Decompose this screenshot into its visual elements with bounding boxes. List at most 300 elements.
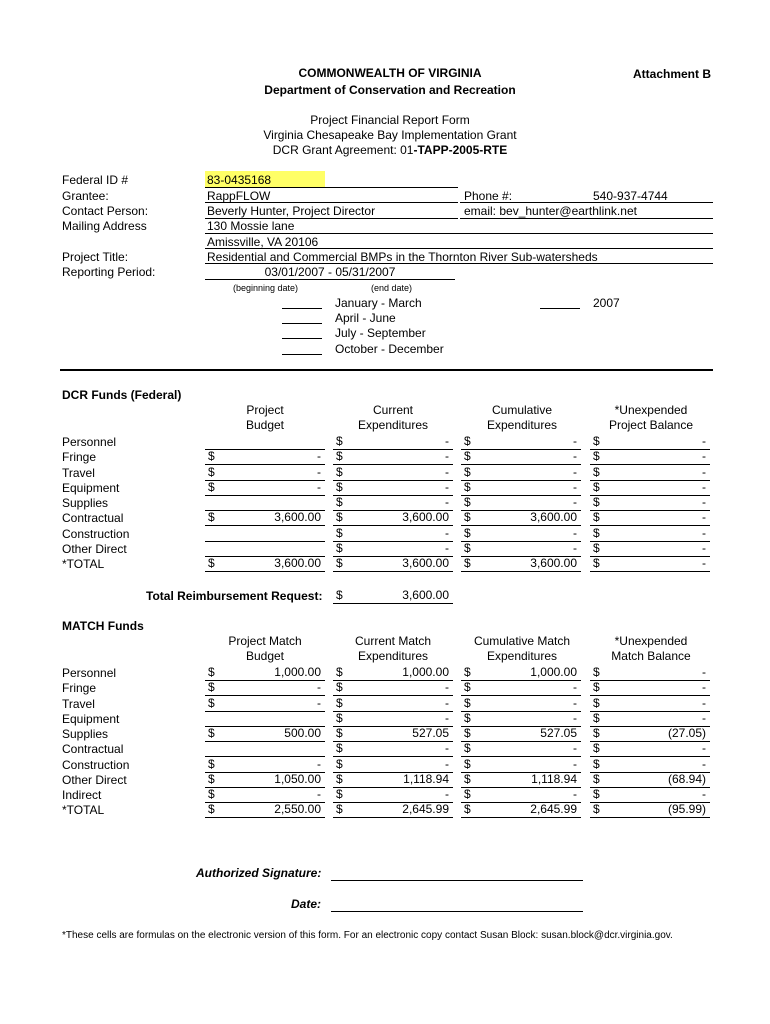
row-label: Supplies: [62, 727, 109, 741]
dcr-column-header: [323, 403, 463, 433]
row-label: Personnel: [62, 435, 117, 449]
currency-symbol: $: [336, 464, 343, 479]
department-name: Department of Conservation and Recreation: [264, 83, 516, 97]
currency-symbol: $: [593, 464, 600, 479]
amount-cell[interactable]: [333, 465, 453, 481]
amount-value: 527.05: [412, 726, 449, 740]
currency-symbol: $: [208, 787, 215, 801]
amount-cell[interactable]: [461, 526, 581, 542]
column-header-line: Current: [372, 403, 413, 417]
column-header-line: Project Match: [228, 634, 302, 648]
date-label: Date:: [291, 897, 322, 911]
reporting-period-label: Reporting Period:: [62, 265, 156, 279]
currency-symbol: $: [464, 434, 471, 448]
amount-value: -: [445, 525, 449, 540]
reimbursement-label: Total Reimbursement Request:: [146, 589, 323, 603]
currency-symbol: $: [336, 787, 343, 801]
currency-symbol: $: [464, 479, 471, 494]
amount-cell[interactable]: [333, 787, 453, 803]
currency-symbol: $: [336, 556, 343, 570]
grantee-label: Grantee:: [62, 189, 109, 203]
row-label: Other Direct: [62, 772, 127, 787]
amount-value: -: [573, 449, 577, 464]
amount-value: 2,645.99: [530, 802, 577, 817]
amount-value: 1,118.94: [531, 771, 577, 786]
currency-symbol: $: [464, 495, 471, 509]
amount-cell[interactable]: [205, 787, 325, 803]
amount-cell[interactable]: [333, 556, 453, 572]
amount-value: 3,600.00: [530, 556, 577, 570]
amount-value: -: [573, 741, 577, 756]
currency-symbol: $: [464, 726, 471, 740]
amount-value: 1,000.00: [402, 665, 449, 679]
amount-cell[interactable]: [590, 465, 710, 481]
amount-value: -: [317, 787, 321, 801]
amount-value: -: [573, 756, 577, 771]
currency-symbol: $: [336, 756, 343, 771]
amount-value: 2,645.99: [402, 802, 449, 817]
federal-id-label: Federal ID #: [62, 173, 129, 187]
amount-value: -: [702, 434, 706, 448]
amount-cell[interactable]: [461, 741, 581, 757]
amount-cell[interactable]: [205, 741, 325, 757]
amount-cell[interactable]: [461, 541, 581, 557]
row-label: Supplies: [62, 496, 109, 510]
amount-value: -: [317, 464, 321, 479]
amount-cell[interactable]: [333, 802, 453, 818]
amount-value: -: [573, 464, 577, 479]
grant-name: Virginia Chesapeake Bay Implementation Grant: [263, 128, 517, 142]
amount-value: 527.05: [540, 726, 577, 740]
amount-value: -: [573, 710, 577, 725]
amount-cell[interactable]: [590, 772, 710, 788]
project-title-label: Project Title:: [62, 250, 129, 264]
amount-value: -: [702, 449, 706, 464]
amount-cell[interactable]: [461, 480, 581, 496]
currency-symbol: $: [464, 802, 471, 817]
amount-cell[interactable]: [333, 449, 453, 465]
currency-symbol: $: [336, 510, 343, 525]
reimbursement-cell[interactable]: [333, 588, 453, 604]
amount-value: -: [702, 540, 706, 555]
currency-symbol: $: [208, 695, 215, 710]
amount-cell[interactable]: [590, 680, 710, 696]
currency-symbol: $: [464, 464, 471, 479]
row-label: Travel: [62, 465, 95, 480]
agreement-number: -TAPP-2005-RTE: [413, 143, 508, 157]
currency-symbol: $: [593, 479, 600, 494]
amount-cell[interactable]: [205, 802, 325, 818]
amount-value: -: [702, 741, 706, 756]
amount-cell[interactable]: [205, 434, 325, 450]
currency-symbol: $: [336, 525, 343, 540]
grant-agreement: [240, 143, 540, 157]
phone-label: Phone #:: [464, 189, 513, 203]
amount-value: -: [573, 540, 577, 555]
currency-symbol: $: [208, 665, 215, 679]
amount-cell[interactable]: [461, 495, 581, 511]
address-line1-field[interactable]: 130 Mossie lane: [207, 219, 295, 233]
amount-cell[interactable]: [461, 665, 581, 681]
match-column-header: [323, 634, 463, 664]
amount-value: (68.94): [667, 771, 706, 786]
amount-value: -: [702, 556, 706, 570]
currency-symbol: $: [336, 434, 343, 448]
amount-cell[interactable]: [333, 726, 453, 742]
currency-symbol: $: [208, 802, 215, 817]
amount-cell[interactable]: [590, 787, 710, 803]
dcr-section-title: DCR Funds (Federal): [62, 388, 182, 402]
amount-value: -: [317, 756, 321, 771]
amount-value: -: [317, 449, 321, 464]
currency-symbol: $: [336, 802, 343, 817]
amount-value: 1,000.00: [274, 665, 321, 679]
amount-cell[interactable]: [590, 556, 710, 572]
amount-cell[interactable]: [205, 556, 325, 572]
currency-symbol: $: [336, 540, 343, 555]
currency-symbol: $: [464, 771, 471, 786]
amount-cell[interactable]: [461, 465, 581, 481]
amount-cell[interactable]: [205, 711, 325, 727]
amount-value: (95.99): [667, 802, 706, 817]
quarter-jan-mar[interactable]: January - March: [335, 296, 422, 310]
quarter-apr-jun[interactable]: April - June: [335, 311, 396, 325]
row-label: *TOTAL: [62, 803, 105, 818]
amount-cell[interactable]: [333, 680, 453, 696]
currency-symbol: $: [336, 680, 343, 695]
amount-cell[interactable]: [333, 541, 453, 557]
amount-value: 3,600.00: [530, 510, 577, 525]
form-title: COMMONWEALTH OF VIRGINIA: [298, 66, 482, 80]
section-divider: [60, 369, 713, 371]
currency-symbol: $: [208, 479, 215, 494]
currency-symbol: $: [593, 556, 600, 570]
currency-symbol: $: [593, 726, 600, 740]
row-label: Construction: [62, 757, 130, 772]
column-header-line: Budget: [245, 649, 285, 663]
currency-symbol: $: [336, 495, 343, 509]
amount-cell[interactable]: [205, 465, 325, 481]
currency-symbol: $: [593, 510, 600, 525]
amount-value: -: [573, 680, 577, 695]
amount-value: -: [445, 449, 449, 464]
currency-symbol: $: [593, 787, 600, 801]
amount-cell[interactable]: [205, 757, 325, 773]
column-header-line: Project Balance: [608, 418, 694, 432]
dcr-column-header: [581, 403, 721, 433]
amount-cell[interactable]: [205, 510, 325, 526]
amount-cell[interactable]: [461, 757, 581, 773]
row-label: Contractual: [62, 511, 124, 526]
currency-symbol: $: [336, 771, 343, 786]
amount-cell[interactable]: [590, 696, 710, 712]
agreement-prefix: DCR Grant Agreement: 01: [272, 143, 414, 157]
amount-cell[interactable]: [461, 802, 581, 818]
amount-value: -: [445, 741, 449, 756]
amount-value: -: [702, 695, 706, 710]
currency-symbol: $: [593, 495, 600, 509]
amount-value: -: [702, 710, 706, 725]
amount-cell[interactable]: [205, 726, 325, 742]
currency-symbol: $: [464, 741, 471, 756]
amount-cell[interactable]: [590, 434, 710, 450]
dcr-column-header: [452, 403, 592, 433]
amount-value: -: [445, 540, 449, 555]
amount-value: -: [445, 680, 449, 695]
amount-value: 1,050.00: [274, 771, 321, 786]
amount-cell[interactable]: [590, 741, 710, 757]
mailing-label: Mailing Address: [62, 219, 147, 233]
currency-symbol: $: [593, 434, 600, 448]
amount-cell[interactable]: [205, 449, 325, 465]
amount-cell[interactable]: [333, 741, 453, 757]
amount-cell[interactable]: [205, 680, 325, 696]
currency-symbol: $: [593, 680, 600, 695]
amount-cell[interactable]: [461, 449, 581, 465]
currency-symbol: $: [336, 710, 343, 725]
amount-value: -: [445, 787, 449, 801]
phone-field[interactable]: 540-937-4744: [593, 189, 668, 203]
amount-cell[interactable]: [461, 434, 581, 450]
row-label: *TOTAL: [62, 557, 105, 571]
amount-value: -: [573, 495, 577, 509]
amount-cell[interactable]: [590, 757, 710, 773]
row-label: Travel: [62, 696, 95, 711]
currency-symbol: $: [593, 540, 600, 555]
currency-symbol: $: [593, 665, 600, 679]
currency-symbol: $: [464, 787, 471, 801]
currency-symbol: $: [336, 695, 343, 710]
currency-symbol: $: [336, 726, 343, 740]
column-header-line: Cumulative: [491, 403, 553, 417]
report-year: 2007: [593, 296, 620, 310]
amount-value: -: [573, 434, 577, 448]
column-header-line: Budget: [245, 418, 285, 432]
currency-symbol: $: [336, 588, 343, 602]
amount-value: 500.00: [284, 726, 321, 740]
amount-value: -: [702, 510, 706, 525]
row-label: Equipment: [62, 711, 120, 726]
currency-symbol: $: [208, 449, 215, 464]
amount-value: -: [445, 434, 449, 448]
amount-cell[interactable]: [590, 449, 710, 465]
amount-cell[interactable]: [333, 772, 453, 788]
amount-cell[interactable]: [205, 495, 325, 511]
amount-cell[interactable]: [333, 757, 453, 773]
currency-symbol: $: [208, 464, 215, 479]
amount-cell[interactable]: [333, 495, 453, 511]
amount-cell[interactable]: [461, 696, 581, 712]
amount-cell[interactable]: [461, 711, 581, 727]
match-column-header: [452, 634, 592, 664]
amount-cell[interactable]: [333, 711, 453, 727]
amount-cell[interactable]: [461, 680, 581, 696]
amount-value: -: [445, 479, 449, 494]
federal-id-field[interactable]: 83-0435168: [207, 173, 272, 187]
currency-symbol: $: [464, 525, 471, 540]
amount-value: 3,600.00: [402, 510, 449, 525]
amount-value: -: [702, 756, 706, 771]
amount-value: -: [702, 665, 706, 679]
beginning-date-label: (beginning date): [233, 283, 299, 293]
amount-value: -: [702, 464, 706, 479]
currency-symbol: $: [464, 510, 471, 525]
currency-symbol: $: [464, 665, 471, 679]
amount-value: -: [702, 495, 706, 509]
match-section-title: MATCH Funds: [62, 619, 144, 633]
amount-cell[interactable]: [590, 480, 710, 496]
currency-symbol: $: [336, 741, 343, 756]
amount-value: -: [702, 525, 706, 540]
amount-cell[interactable]: [461, 556, 581, 572]
amount-cell[interactable]: [333, 665, 453, 681]
amount-value: -: [445, 710, 449, 725]
amount-cell[interactable]: [205, 541, 325, 557]
amount-value: -: [573, 695, 577, 710]
currency-symbol: $: [593, 449, 600, 464]
currency-symbol: $: [593, 756, 600, 771]
amount-cell[interactable]: [590, 802, 710, 818]
amount-value: -: [445, 495, 449, 509]
amount-value: -: [702, 787, 706, 801]
row-label: Equipment: [62, 480, 120, 495]
currency-symbol: $: [336, 665, 343, 679]
amount-value: -: [573, 787, 577, 801]
amount-cell[interactable]: [333, 434, 453, 450]
amount-cell[interactable]: [205, 526, 325, 542]
currency-symbol: $: [593, 525, 600, 540]
amount-cell[interactable]: [333, 480, 453, 496]
match-column-header: [581, 634, 721, 664]
amount-value: 2,550.00: [274, 802, 321, 817]
match-column-header: [195, 634, 335, 664]
amount-cell[interactable]: [461, 772, 581, 788]
amount-value: -: [573, 525, 577, 540]
amount-cell[interactable]: [205, 665, 325, 681]
currency-symbol: $: [593, 710, 600, 725]
currency-symbol: $: [464, 540, 471, 555]
row-label: Indirect: [62, 788, 102, 802]
amount-cell[interactable]: [205, 480, 325, 496]
amount-cell[interactable]: [590, 665, 710, 681]
amount-value: -: [702, 680, 706, 695]
attachment-label: Attachment B: [633, 67, 712, 81]
amount-cell[interactable]: [205, 772, 325, 788]
amount-cell[interactable]: [333, 696, 453, 712]
amount-cell[interactable]: [590, 526, 710, 542]
amount-value: -: [445, 756, 449, 771]
column-header-line: Project: [246, 403, 284, 417]
amount-value: 1,118.94: [403, 771, 449, 786]
currency-symbol: $: [208, 680, 215, 695]
amount-value: -: [573, 479, 577, 494]
amount-value: 3,600.00: [274, 556, 321, 570]
amount-value: -: [445, 464, 449, 479]
currency-symbol: $: [464, 710, 471, 725]
amount-value: 3,600.00: [274, 510, 321, 525]
column-header-line: Cumulative Match: [473, 634, 571, 648]
row-label: Other Direct: [62, 541, 127, 556]
reimbursement-value: 3,600.00: [402, 588, 449, 602]
form-name: Project Financial Report Form: [310, 113, 470, 127]
signature-label: Authorized Signature:: [196, 866, 322, 880]
currency-symbol: $: [208, 556, 215, 570]
date-line[interactable]: [331, 911, 583, 912]
row-label: Fringe: [62, 681, 97, 696]
amount-cell[interactable]: [590, 541, 710, 557]
contact-field[interactable]: Beverly Hunter, Project Director: [207, 204, 376, 218]
amount-cell[interactable]: [333, 510, 453, 526]
amount-value: -: [317, 680, 321, 695]
column-header-line: Expenditures: [486, 649, 558, 663]
quarter-oct-dec[interactable]: October - December: [335, 342, 444, 356]
address-line2-field[interactable]: Amissville, VA 20106: [207, 235, 319, 249]
amount-value: 3,600.00: [402, 556, 449, 570]
currency-symbol: $: [464, 449, 471, 464]
amount-cell[interactable]: [461, 787, 581, 803]
column-header-line: Expenditures: [357, 649, 429, 663]
currency-symbol: $: [336, 449, 343, 464]
signature-line[interactable]: [331, 880, 583, 881]
row-label: Personnel: [62, 666, 117, 680]
dcr-column-header: [195, 403, 335, 433]
currency-symbol: $: [208, 510, 215, 525]
amount-value: -: [702, 479, 706, 494]
currency-symbol: $: [464, 756, 471, 771]
row-label: Contractual: [62, 742, 124, 757]
amount-cell[interactable]: [590, 726, 710, 742]
amount-cell[interactable]: [461, 510, 581, 526]
email-field[interactable]: email: bev_hunter@earthlink.net: [464, 204, 637, 218]
currency-symbol: $: [593, 802, 600, 817]
currency-symbol: $: [464, 680, 471, 695]
currency-symbol: $: [336, 479, 343, 494]
column-header-line: Match Balance: [611, 649, 691, 663]
project-title-field[interactable]: Residential and Commercial BMPs in the Thornton River Sub-watersheds: [207, 250, 598, 264]
end-date-label: (end date): [371, 283, 413, 293]
footnote: *These cells are formulas on the electronic version of this form. For an electronic copy contact Susan Block: susan.block@dcr.virginia.gov.: [62, 930, 673, 941]
amount-cell[interactable]: [590, 711, 710, 727]
row-label: Construction: [62, 526, 130, 541]
amount-value: (27.05): [667, 726, 706, 740]
column-header-line: *Unexpended: [614, 403, 688, 417]
currency-symbol: $: [464, 556, 471, 570]
amount-cell[interactable]: [333, 526, 453, 542]
column-header-line: *Unexpended: [614, 634, 688, 648]
column-header-line: Expenditures: [357, 418, 429, 432]
currency-symbol: $: [208, 771, 215, 786]
amount-cell[interactable]: [461, 726, 581, 742]
quarter-jul-sep[interactable]: July - September: [335, 326, 426, 340]
currency-symbol: $: [208, 726, 215, 740]
currency-symbol: $: [593, 741, 600, 756]
column-header-line: Current Match: [354, 634, 432, 648]
currency-symbol: $: [593, 771, 600, 786]
amount-cell[interactable]: [205, 696, 325, 712]
amount-value: -: [445, 695, 449, 710]
currency-symbol: $: [208, 756, 215, 771]
amount-value: -: [317, 695, 321, 710]
grantee-field[interactable]: RappFLOW: [207, 189, 271, 203]
amount-value: -: [317, 479, 321, 494]
amount-value: 1,000.00: [530, 665, 577, 679]
column-header-line: Expenditures: [486, 418, 558, 432]
contact-label: Contact Person:: [62, 204, 149, 218]
amount-cell[interactable]: [590, 495, 710, 511]
reporting-period-field[interactable]: 03/01/2007 - 05/31/2007: [264, 265, 396, 279]
amount-cell[interactable]: [590, 510, 710, 526]
currency-symbol: $: [464, 695, 471, 710]
